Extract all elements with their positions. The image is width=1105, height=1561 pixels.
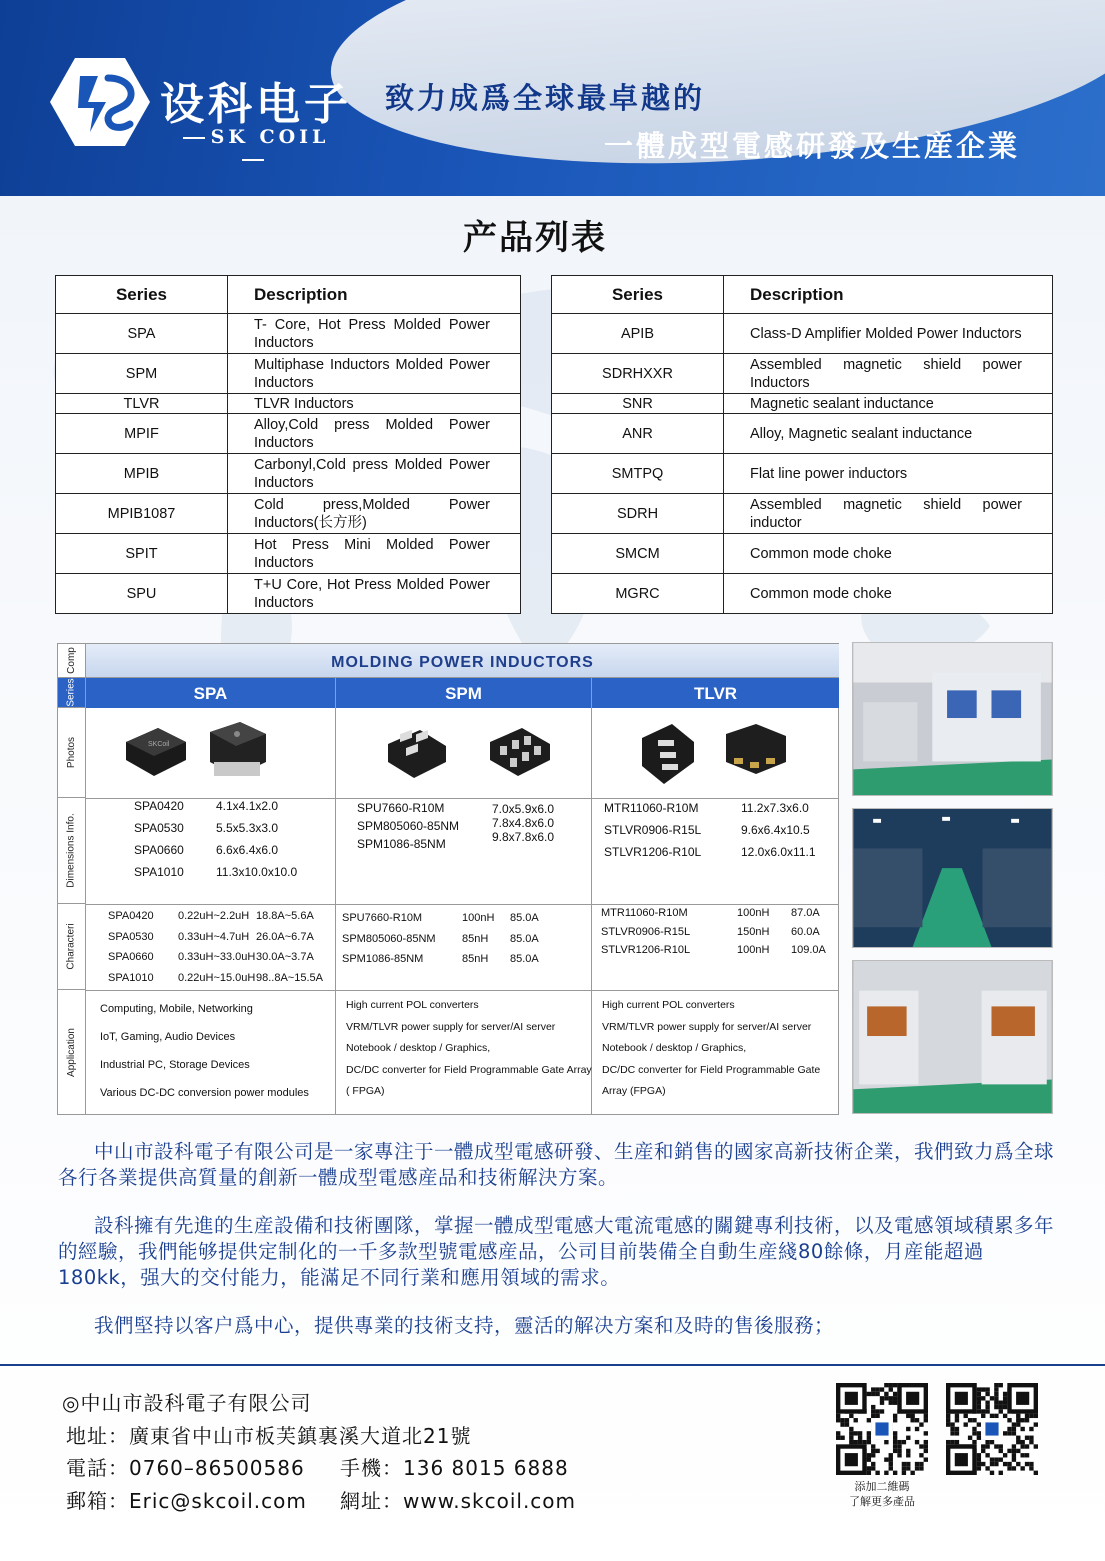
description-cell: Alloy,Cold press Molded Power Inductors <box>228 414 521 454</box>
characteristic-entry: STLVR0906-R15L <box>601 925 691 938</box>
characteristic-entry: 30.0A~3.7A <box>256 951 314 963</box>
description-cell: Common mode choke <box>724 574 1053 614</box>
dimension-entry: MTR11060-R10M <box>604 801 699 815</box>
molding-title: MOLDING POWER INDUCTORS <box>86 644 839 678</box>
characteristic-entry: STLVR1206-R10L <box>601 944 691 956</box>
characteristic-entry: 85nH <box>462 953 489 965</box>
description-cell: Cold press,Molded Power Inductors(长方形) <box>228 494 521 534</box>
characteristic-entry: 109.0A <box>791 944 826 956</box>
table-row <box>56 314 521 354</box>
dimension-entry: SPA0420 <box>134 799 184 813</box>
table-row <box>56 394 521 414</box>
series-cell: SPU <box>56 574 228 614</box>
spm-dimensions-values: 7.0x5.9x6.0 7.8x4.8x6.0 9.8x7.8x6.0 <box>492 802 555 844</box>
footer-company: ◎中山市設科電子有限公司 <box>62 1391 312 1415</box>
dimension-entry: 11.3x10.0x10.0 <box>216 865 298 879</box>
characteristic-entry: SPM1086-85NM <box>342 953 424 965</box>
characteristic-entry: 85nH <box>462 932 489 945</box>
series-header-tlvr: TLVR <box>592 678 839 708</box>
dimension-entry: STLVR1206-R10L <box>604 845 702 859</box>
dimension-entry: SPA1010 <box>134 865 184 879</box>
description-cell: T- Core, Hot Press Molded Power Inductors <box>228 314 521 354</box>
factory-photo-3 <box>852 960 1053 1114</box>
table-row <box>56 454 521 494</box>
characteristic-entry: SPA0420 <box>108 910 154 922</box>
characteristic-entry: MTR11060-R10M <box>601 907 688 919</box>
product-table-right <box>551 275 1053 614</box>
table-row <box>56 494 521 534</box>
series-cell: SPM <box>56 354 228 394</box>
table-row <box>56 574 521 614</box>
dimension-entry: 12.0x6.0x11.1 <box>741 845 816 859</box>
series-cell: MPIB1087 <box>56 494 228 534</box>
characteristic-entry: SPU7660-R10M <box>342 912 423 924</box>
footer-divider <box>0 1364 1105 1366</box>
characteristic-entry: SPA0660 <box>108 951 154 963</box>
spa-inductor-photo-2 <box>204 716 270 786</box>
spm-inductor-photo-1 <box>384 722 450 784</box>
description-cell: TLVR Inductors <box>228 394 521 414</box>
dimension-entry: 9.6x6.4x10.5 <box>741 823 810 837</box>
capability-paragraph: 設科擁有先進的生産設備和技術團隊，掌握一體成型電感大電流電感的關鍵專利技術，以及電感領域積累多年的經驗，我們能够提供定制化的一千多款型號電感産品，公司目前裝備全自動生産綫80餘條，月産能超過180kk，强大的交付能力，能滿足不同行業和應用領域的需求。 <box>58 1214 1055 1289</box>
table-row <box>552 454 1053 494</box>
characteristic-entry: 100nH <box>462 912 495 924</box>
dimension-entry: STLVR0906-R15L <box>604 823 702 837</box>
description-cell: Carbonyl,Cold press Molded Power Inductors <box>228 454 521 494</box>
footer-phone: 電話：0760–86500586 <box>66 1456 305 1480</box>
product-table-left <box>55 275 521 614</box>
description-cell: Assembled magnetic shield power Inductors <box>724 354 1053 394</box>
description-cell: Flat line power inductors <box>724 454 1053 494</box>
dimension-entry: SPA0530 <box>134 821 184 835</box>
characteristic-entry: SPA1010 <box>108 971 154 984</box>
series-cell: SDRH <box>552 494 724 534</box>
qr-code-icon <box>836 1383 928 1475</box>
table-row <box>552 354 1053 394</box>
factory-photo-1 <box>852 642 1053 796</box>
row-label-comp: Comp <box>58 644 86 678</box>
table-row <box>56 354 521 394</box>
characteristic-entry: 85.0A <box>510 912 539 924</box>
brand-name-cn: 设科电子 <box>160 79 352 130</box>
table-row <box>552 414 1053 454</box>
tlvr-inductor-photo-1 <box>638 718 698 790</box>
row-label-application: Application <box>58 990 86 1114</box>
description-cell: Alloy, Magnetic sealant inductance <box>724 414 1053 454</box>
series-header-spa: SPA <box>86 678 336 708</box>
dimension-entry: 11.2x7.3x6.0 <box>741 801 809 815</box>
series-header-spm: SPM <box>336 678 592 708</box>
table-row <box>552 394 1053 414</box>
spm-inductor-photo-2 <box>486 720 554 782</box>
column-header-description: Description <box>228 276 521 314</box>
table-row <box>56 414 521 454</box>
characteristic-entry: 18.8A~5.6A <box>256 910 314 922</box>
dimension-entry: 4.1x4.1x2.0 <box>216 799 279 813</box>
slogan-line-2: 一體成型電感研發及生産企業 <box>604 129 1021 163</box>
series-cell: APIB <box>552 314 724 354</box>
row-label-series: Series <box>58 678 86 708</box>
series-cell: SPA <box>56 314 228 354</box>
characteristic-entry: 0.22uH~2.2uH <box>178 910 250 922</box>
spm-applications: High current POL converters VRM/TLVR power supply for server/AI server Notebook / desktop / Graphics, DC/DC converter for Field Programmable Gate Array ( FPGA) <box>346 999 592 1097</box>
table-row <box>56 534 521 574</box>
service-paragraph: 我們堅持以客户爲中心，提供專業的技術支持，靈活的解决方案和及時的售後服務； <box>94 1314 835 1337</box>
description-cell: Class-D Amplifier Molded Power Inductors <box>724 314 1053 354</box>
characteristic-entry: 98..8A~15.5A <box>256 971 323 984</box>
column-header-series: Series <box>552 276 724 314</box>
qr-code-icon <box>946 1383 1038 1475</box>
molding-power-inductors-table <box>57 643 839 1115</box>
spa-applications: Computing, Mobile, Networking IoT, Gaming, Audio Devices Industrial PC, Storage Devices Various DC-DC conversion power modules <box>100 1003 309 1099</box>
characteristic-entry: 0.33uH~4.7uH <box>178 930 250 943</box>
header-banner <box>0 0 1105 196</box>
column-header-series: Series <box>56 276 228 314</box>
characteristic-entry: 100nH <box>737 944 770 956</box>
series-cell: SPIT <box>56 534 228 574</box>
characteristic-entry: 0.33uH~33.0uH <box>178 951 256 963</box>
row-label-photos: Photos <box>58 708 86 798</box>
description-cell: Common mode choke <box>724 534 1053 574</box>
brand-name-en: SK COIL <box>160 126 346 170</box>
characteristic-entry: 26.0A~6.7A <box>256 930 314 943</box>
description-cell: Multiphase Inductors Molded Power Inductors <box>228 354 521 394</box>
description-cell: Magnetic sealant inductance <box>724 394 1053 414</box>
column-header-description: Description <box>724 276 1053 314</box>
footer-address: 地址：廣東省中山市板芙鎮裏溪大道北21號 <box>66 1424 472 1448</box>
series-cell: MPIF <box>56 414 228 454</box>
slogan-line-1: 致力成爲全球最卓越的 <box>385 81 706 115</box>
series-cell: SMTPQ <box>552 454 724 494</box>
qr-caption: 添加二維碼 了解更多產品 <box>849 1480 915 1508</box>
characteristic-entry: 0.22uH~15.0uH <box>178 971 256 984</box>
table-row <box>552 314 1053 354</box>
footer-mobile: 手機：136 8015 6888 <box>340 1456 569 1480</box>
description-cell: Assembled magnetic shield power inductor <box>724 494 1053 534</box>
page-title: 产品列表 <box>463 218 607 258</box>
row-label-characteristics: Characteri <box>58 904 86 990</box>
characteristic-entry: SPM805060-85NM <box>342 932 436 945</box>
characteristic-entry: SPA0530 <box>108 930 154 943</box>
footer-email: 郵箱：Eric@skcoil.com <box>66 1489 307 1513</box>
description-cell: Hot Press Mini Molded Power Inductors <box>228 534 521 574</box>
sk-coil-logo-icon <box>50 56 150 148</box>
characteristic-entry: 150nH <box>737 925 770 938</box>
dimension-entry: SPA0660 <box>134 843 184 857</box>
series-cell: MPIB <box>56 454 228 494</box>
table-row <box>552 534 1053 574</box>
footer-website: 網址：www.skcoil.com <box>340 1489 577 1513</box>
table-row <box>552 574 1053 614</box>
characteristic-entry: 85.0A <box>510 932 539 945</box>
series-cell: TLVR <box>56 394 228 414</box>
table-row <box>552 494 1053 534</box>
series-cell: SDRHXXR <box>552 354 724 394</box>
dimension-entry: 6.6x6.4x6.0 <box>216 843 279 857</box>
series-cell: ANR <box>552 414 724 454</box>
series-cell: MGRC <box>552 574 724 614</box>
spa-inductor-photo-1 <box>118 720 192 782</box>
description-cell: T+U Core, Hot Press Molded Power Inductors <box>228 574 521 614</box>
row-label-dimensions: Dimensions Info. <box>58 798 86 904</box>
dimension-entry: 5.5x5.3x3.0 <box>216 821 279 835</box>
characteristic-entry: 87.0A <box>791 907 820 919</box>
tlvr-applications: High current POL converters VRM/TLVR power supply for server/AI server Notebook / desktop / Graphics, DC/DC converter for Field Programmable Gate Array (FPGA) <box>602 999 821 1097</box>
tlvr-inductor-photo-2 <box>722 718 790 780</box>
spm-dimensions-names: SPU7660-R10M SPM805060-85NM SPM1086-85NM <box>357 801 460 851</box>
company-intro-paragraph: 中山市設科電子有限公司是一家專注于一體成型電感研發、生産和銷售的國家高新技術企業，我們致力爲全球各行各業提供高質量的創新一體成型電感産品和技術解決方案。 <box>58 1140 1055 1189</box>
characteristic-entry: 85.0A <box>510 953 539 965</box>
svg-text:SKCoil: SKCoil <box>148 741 170 748</box>
characteristic-entry: 60.0A <box>791 925 820 938</box>
series-cell: SNR <box>552 394 724 414</box>
factory-photo-2 <box>852 808 1053 948</box>
characteristic-entry: 100nH <box>737 907 770 919</box>
series-cell: SMCM <box>552 534 724 574</box>
